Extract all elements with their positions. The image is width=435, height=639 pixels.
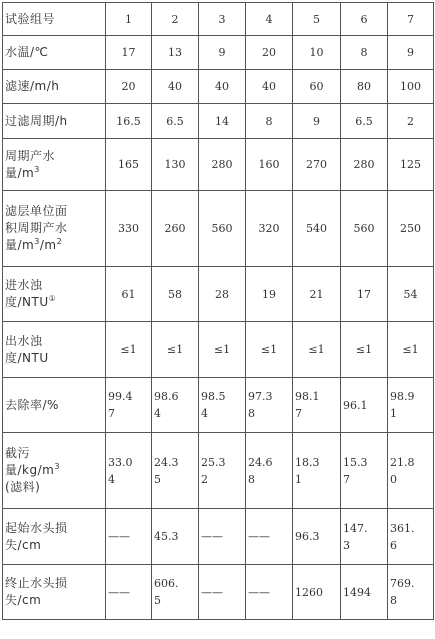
cell-line: 24.6 (248, 455, 273, 469)
cell-line: 7 (108, 407, 115, 420)
table-cell (293, 509, 341, 565)
cell-line: 147. (343, 521, 368, 535)
row-label: 过滤周期/h (3, 104, 106, 139)
row-label (3, 509, 106, 565)
superscript: 3 (34, 237, 40, 246)
cell-line: 33.0 (108, 455, 133, 469)
table-cell (341, 565, 388, 620)
table-cell (246, 433, 293, 509)
cell-line: 1 (390, 407, 397, 420)
table-cell (152, 378, 199, 433)
label-line: 积周期产水 (5, 221, 68, 235)
label-line: 失/cm (5, 593, 42, 607)
table-cell: 8 (246, 104, 293, 139)
table-row (3, 139, 434, 191)
table-cell: 8 (341, 36, 388, 70)
table-row (3, 267, 434, 322)
table-cell (388, 509, 434, 565)
table-cell: 280 (341, 139, 388, 191)
cell-line: —— (248, 530, 270, 543)
table-cell: 17 (341, 267, 388, 322)
cell-line: 99.4 (108, 390, 133, 403)
table-row (3, 509, 434, 565)
table-cell: 54 (388, 267, 434, 322)
label-line: (滤料) (5, 480, 41, 494)
label-part: /m (39, 238, 57, 252)
table-cell (293, 433, 341, 509)
cell-line: 606. (154, 577, 179, 590)
table-cell (152, 433, 199, 509)
cell-line: 97.3 (248, 390, 273, 403)
table-cell: 61 (106, 267, 152, 322)
group-number: 3 (199, 3, 246, 36)
label-line: 终止水头损 (5, 576, 68, 590)
label-line: 进水浊 (5, 278, 43, 292)
cell-line: 96.3 (295, 530, 320, 543)
label-line: 截污 (5, 446, 31, 460)
table-cell: 58 (152, 267, 199, 322)
cell-line: —— (248, 585, 270, 599)
table-cell: ≤1 (341, 322, 388, 378)
cell-line: 361. (390, 521, 415, 535)
table-cell (246, 509, 293, 565)
table-cell: 6.5 (152, 104, 199, 139)
table-cell (293, 378, 341, 433)
table-cell: 19 (246, 267, 293, 322)
table-cell: 10 (293, 36, 341, 70)
cell-line: 0 (390, 472, 397, 486)
superscript: 3 (54, 462, 60, 471)
table-cell: 165 (106, 139, 152, 191)
label-line: 滤层单位面 (5, 204, 68, 218)
table-cell (341, 433, 388, 509)
cell-line: 1494 (343, 585, 371, 599)
table-row (3, 104, 434, 139)
cell-line: 5 (154, 594, 161, 607)
row-label (3, 267, 106, 322)
table-row (3, 565, 434, 620)
table-cell: 13 (152, 36, 199, 70)
table-cell: 320 (246, 191, 293, 267)
superscript: 2 (56, 237, 63, 246)
cell-line: —— (201, 530, 223, 543)
cell-line: 4 (108, 472, 115, 486)
table-cell (106, 378, 152, 433)
table-cell (388, 378, 434, 433)
table-cell: 14 (199, 104, 246, 139)
table-cell: 125 (388, 139, 434, 191)
cell-line: 21.8 (390, 455, 415, 469)
row-label: 去除率/% (3, 378, 106, 433)
label-line: 失/cm (5, 537, 42, 552)
cell-line: —— (201, 585, 223, 599)
cell-line: 3 (343, 538, 350, 552)
table-cell: 40 (199, 70, 246, 104)
table-cell: 270 (293, 139, 341, 191)
table-row (3, 36, 434, 70)
table-cell: 40 (246, 70, 293, 104)
table-cell (246, 378, 293, 433)
table-cell: 20 (246, 36, 293, 70)
table-cell: 540 (293, 191, 341, 267)
cell-line: 4 (201, 407, 208, 420)
table-row (3, 70, 434, 104)
group-number: 6 (341, 3, 388, 36)
table-cell: 16.5 (106, 104, 152, 139)
footnote-marker: ① (48, 294, 57, 303)
table-cell (199, 378, 246, 433)
label-line: 周期产水 (5, 148, 56, 163)
cell-line: 5 (154, 472, 161, 486)
group-number: 4 (246, 3, 293, 36)
cell-line: 1260 (295, 585, 323, 599)
table-cell (106, 509, 152, 565)
group-number: 1 (106, 3, 152, 36)
cell-line: 98.9 (390, 390, 415, 403)
group-number: 2 (152, 3, 199, 36)
table-cell: 560 (341, 191, 388, 267)
table-cell: ≤1 (199, 322, 246, 378)
row-label (3, 433, 106, 509)
table-cell (152, 565, 199, 620)
cell-line: 8 (248, 407, 255, 420)
label-line: 出水浊 (5, 333, 43, 348)
table-cell (199, 565, 246, 620)
cell-line: 96.1 (343, 398, 368, 412)
table-cell (388, 565, 434, 620)
table-cell: 330 (106, 191, 152, 267)
table-cell (199, 509, 246, 565)
table-cell: 17 (106, 36, 152, 70)
table-cell: 560 (199, 191, 246, 267)
table-cell (246, 565, 293, 620)
table-cell: 6.5 (341, 104, 388, 139)
table-cell: ≤1 (152, 322, 199, 378)
table-cell: 60 (293, 70, 341, 104)
superscript: 3 (34, 164, 40, 174)
table-cell (152, 509, 199, 565)
cell-line: 8 (390, 594, 397, 607)
table-cell: 160 (246, 139, 293, 191)
cell-line: 98.5 (201, 390, 226, 403)
row-label: 滤速/m/h (3, 70, 106, 104)
table-cell: 250 (388, 191, 434, 267)
table-cell: 9 (293, 104, 341, 139)
cell-line: 98.6 (154, 390, 179, 403)
cell-line: 7 (343, 472, 350, 486)
cell-line: 15.3 (343, 455, 368, 469)
table-cell (388, 433, 434, 509)
header-row (3, 3, 434, 36)
table-cell: 9 (388, 36, 434, 70)
table-cell (341, 378, 388, 433)
label-line: 量/kg/m (5, 463, 55, 477)
table-cell: ≤1 (106, 322, 152, 378)
table-cell (293, 565, 341, 620)
row-label: 水温/℃ (3, 36, 106, 70)
table-cell: 2 (388, 104, 434, 139)
cell-line: 4 (154, 407, 161, 420)
label-line: 度/NTU (5, 295, 49, 309)
label-line: 度/NTU (5, 350, 49, 365)
label-line: 起始水头损 (5, 520, 68, 535)
row-label (3, 565, 106, 620)
cell-line: 2 (201, 472, 208, 486)
table-cell: 280 (199, 139, 246, 191)
table-row (3, 191, 434, 267)
cell-line: 8 (248, 472, 255, 486)
table-cell: 40 (152, 70, 199, 104)
cell-line: 45.3 (154, 530, 179, 543)
table-cell (106, 565, 152, 620)
cell-line: 6 (390, 538, 397, 552)
table-cell: 100 (388, 70, 434, 104)
table-row (3, 322, 434, 378)
table-cell: 260 (152, 191, 199, 267)
table-cell: ≤1 (388, 322, 434, 378)
table-cell: 130 (152, 139, 199, 191)
table-cell (199, 433, 246, 509)
row-label (3, 139, 106, 191)
label-line: 量/m (5, 238, 35, 252)
cell-line: 769. (390, 577, 415, 590)
cell-line: 98.1 (295, 390, 320, 403)
cell-line: 1 (295, 472, 302, 486)
cell-line: 25.3 (201, 455, 226, 469)
cell-line: 7 (295, 407, 302, 420)
row-label (3, 191, 106, 267)
label-line: 量/m (5, 165, 35, 180)
table-cell: 20 (106, 70, 152, 104)
cell-line: —— (108, 585, 130, 599)
table-cell: 9 (199, 36, 246, 70)
cell-line: 24.3 (154, 455, 179, 469)
cell-line: —— (108, 530, 130, 543)
header-label: 试验组号 (3, 3, 106, 36)
table-cell: ≤1 (293, 322, 341, 378)
cell-line: 18.3 (295, 455, 320, 469)
table-cell (341, 509, 388, 565)
table-row (3, 433, 434, 509)
table-row (3, 378, 434, 433)
table-cell: 21 (293, 267, 341, 322)
table-cell: 28 (199, 267, 246, 322)
table-cell (106, 433, 152, 509)
table-cell: ≤1 (246, 322, 293, 378)
group-number: 7 (388, 3, 434, 36)
filtration-test-table (2, 2, 434, 620)
group-number: 5 (293, 3, 341, 36)
table-cell: 80 (341, 70, 388, 104)
row-label (3, 322, 106, 378)
